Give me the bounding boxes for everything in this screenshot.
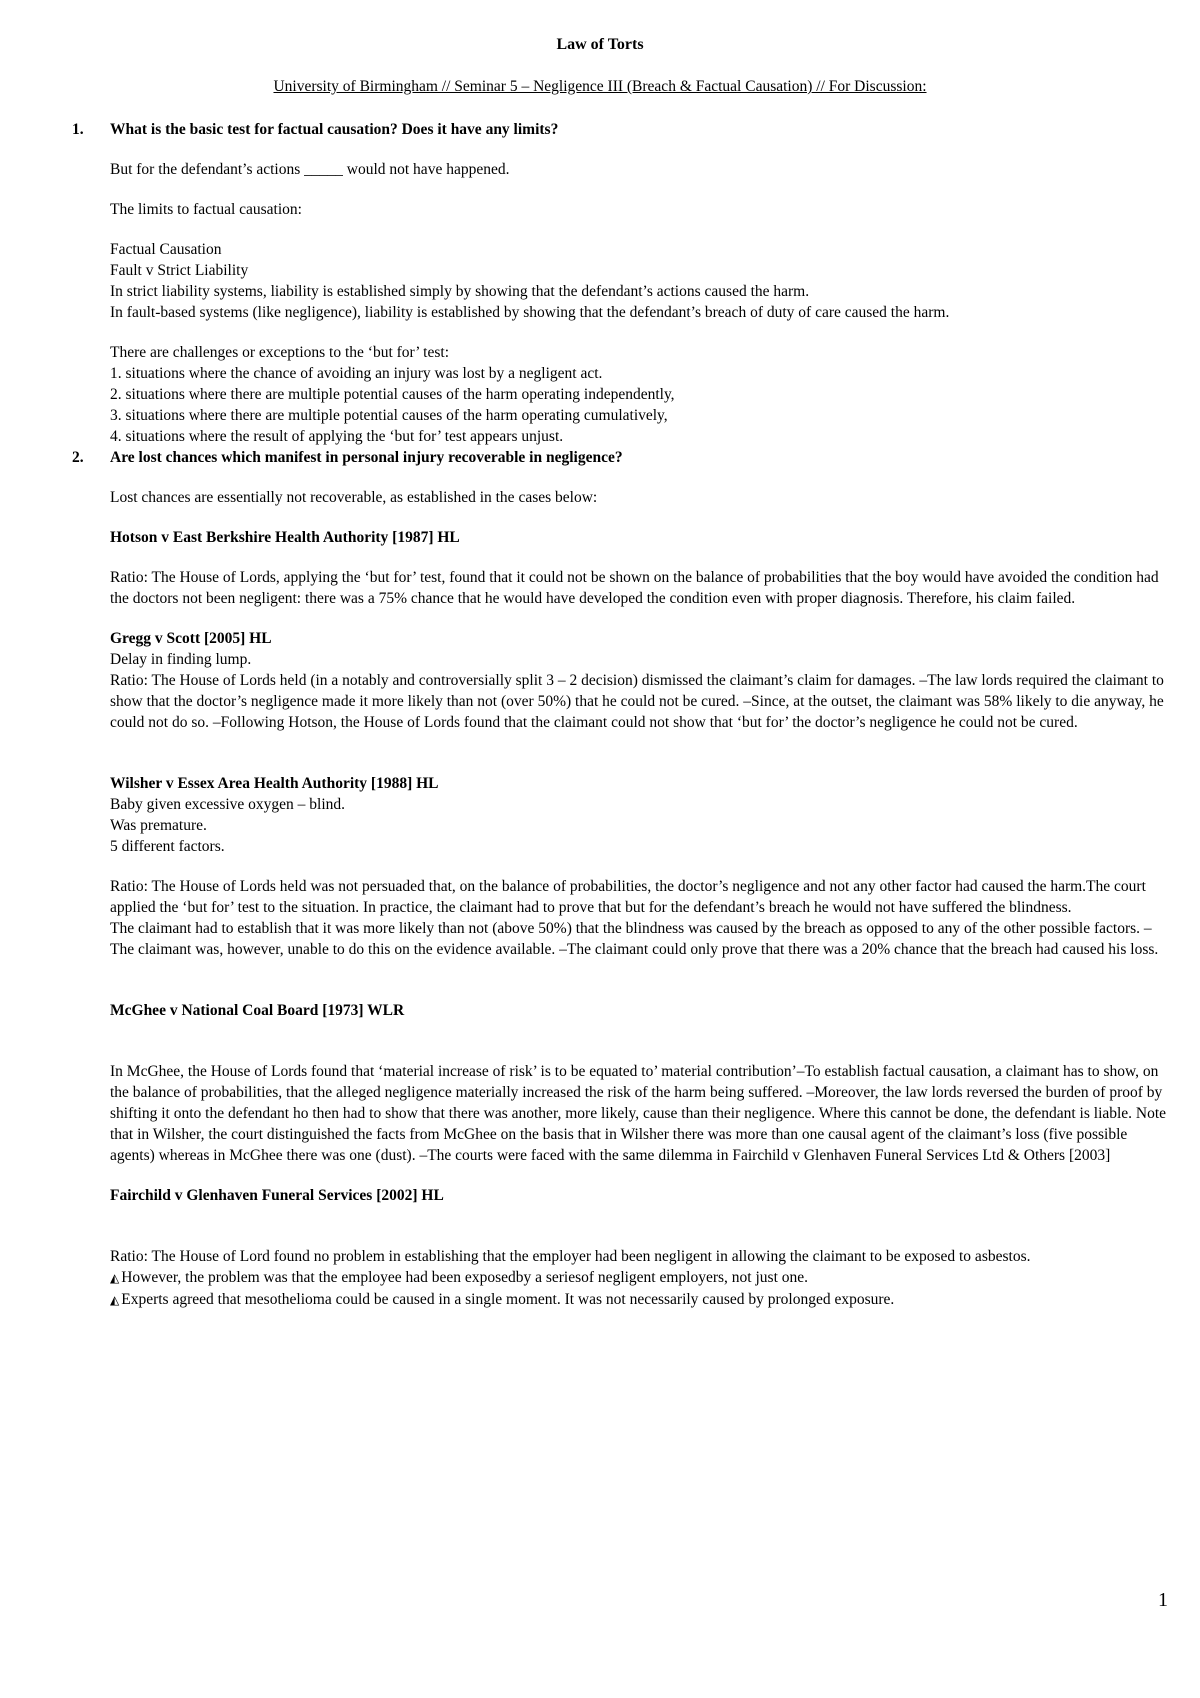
question-2 xyxy=(72,447,1170,468)
challenges-intro: There are challenges or exceptions to the ‘but for’ test: xyxy=(110,344,449,361)
document-subtitle: University of Birmingham // Seminar 5 – Negligence III (Breach & Factual Causation) // For Discussion: xyxy=(273,78,927,95)
but-for-statement: But for the defendant’s actions _____ would not have happened. xyxy=(110,161,510,178)
case-ratio-wilsher: Ratio: The House of Lords held was not persuaded that, on the balance of probabilities, the doctor’s negligence and not any other factor had caused the harm.The court applied the ‘but for’ test to the situation. In practice, the claimant had to prove that but for the defendant’s breach he would not have suffered the blindness. xyxy=(110,878,1146,916)
lost-chances-intro: Lost chances are essentially not recoverable, as established in the cases below: xyxy=(110,489,598,506)
question-text: What is the basic test for factual causation? Does it have any limits? xyxy=(110,121,559,138)
document-body xyxy=(72,119,1170,1311)
case-ratio-hotson: Ratio: The House of Lords, applying the ‘but for’ test, found that it could not be shown on the balance of probabilities that the boy would have avoided the condition had the doctors not been negligent: there was a 75% chance that he would have developed the condition even with proper diagnosis. Therefore, his claim failed. xyxy=(110,569,1159,607)
challenge-item: 3. situations where there are multiple potential causes of the harm operating cumulatively, xyxy=(110,407,668,424)
challenge-item: 1. situations where the chance of avoiding an injury was lost by a negligent act. xyxy=(110,365,603,382)
document-title: Law of Torts xyxy=(556,36,644,53)
question-number: 2. xyxy=(72,449,84,466)
case-bullet-text: Experts agreed that mesothelioma could be caused in a single moment. It was not necessarily caused by prolonged exposure. xyxy=(121,1291,895,1308)
case-ratio-gregg: Ratio: The House of Lords held (in a notably and controversially split 3 – 2 decision) dismissed the claimant’s claim for damages. –The law lords required the claimant to show that the doctor’s negligence made it more likely than not (over 50%) that he could not be cured. –Since, at the outset, the claimant was 58% likely to die anyway, he could not do so. –Following Hotson, the House of Lords found that the claimant could not show that ‘but for’ the doctor’s negligence he could not be cured. xyxy=(110,672,1164,731)
question-text: Are lost chances which manifest in personal injury recoverable in negligence? xyxy=(110,449,623,466)
case-heading-hotson: Hotson v East Berkshire Health Authority [1987] HL xyxy=(110,529,460,546)
limits-line: In fault-based systems (like negligence), liability is established by showing that the defendant’s breach of duty of care caused the harm. xyxy=(110,304,950,321)
case-heading-fairchild: Fairchild v Glenhaven Funeral Services [2002] HL xyxy=(110,1187,444,1204)
case-bullet-text: However, the problem was that the employee had been exposedby a seriesof negligent employers, not just one. xyxy=(121,1269,809,1286)
page-number: 1 xyxy=(1158,1589,1168,1611)
case-heading-wilsher: Wilsher v Essex Area Health Authority [1988] HL xyxy=(110,775,439,792)
question-1 xyxy=(72,119,1170,140)
limits-line: Factual Causation xyxy=(110,241,222,258)
limits-line: Fault v Strict Liability xyxy=(110,262,249,279)
case-note-wilsher: Was premature. xyxy=(110,817,207,834)
case-note-gregg: Delay in finding lump. xyxy=(110,651,252,668)
case-bullet-fairchild xyxy=(110,1267,1170,1289)
challenge-item: 2. situations where there are multiple potential causes of the harm operating independently, xyxy=(110,386,675,403)
challenge-item: 4. situations where the result of applying the ‘but for’ test appears unjust. xyxy=(110,428,564,445)
limits-line: In strict liability systems, liability is established simply by showing that the defendant’s actions caused the harm. xyxy=(110,283,810,300)
limits-intro: The limits to factual causation: xyxy=(110,201,302,218)
triangle-arrow-icon: ◭ xyxy=(110,1293,120,1307)
case-note-wilsher: 5 different factors. xyxy=(110,838,225,855)
triangle-arrow-icon: ◭ xyxy=(110,1271,120,1285)
case-ratio-fairchild: Ratio: The House of Lord found no problem in establishing that the employer had been negligent in allowing the claimant to be exposed to asbestos. xyxy=(110,1248,1031,1265)
case-note-wilsher: Baby given excessive oxygen – blind. xyxy=(110,796,346,813)
case-bullet-fairchild xyxy=(110,1289,1170,1311)
question-number: 1. xyxy=(72,121,84,138)
case-heading-gregg: Gregg v Scott [2005] HL xyxy=(110,630,272,647)
case-ratio-wilsher-continued: The claimant had to establish that it was more likely than not (above 50%) that the blindness was caused by the breach as opposed to any of the other possible factors. –The claimant was, however, unable to do this on the evidence available. –The claimant could only prove that there was a 20% chance that the breach had caused his loss. xyxy=(110,920,1159,958)
case-heading-mcghee: McGhee v National Coal Board [1973] WLR xyxy=(110,1002,405,1019)
case-text-mcghee: In McGhee, the House of Lords found that ‘material increase of risk’ is to be equated to’ material contribution’–To establish factual causation, a claimant has to show, on the balance of probabilities, that the alleged negligence materially increased the risk of the harm being suffered. –Moreover, the law lords reversed the burden of proof by shifting it onto the defendant ho then had to show that there was another, more likely, cause than their negligence. Where this cannot be done, the defendant is liable. Note that in Wilsher, the court distinguished the facts from McGhee on the basis that in Wilsher there was more than one causal agent of the claimant’s loss (five possible agents) whereas in McGhee there was one (dust). –The courts were faced with the same dilemma in Fairchild v Glenhaven Funeral Services Ltd & Others [2003] xyxy=(110,1063,1167,1164)
